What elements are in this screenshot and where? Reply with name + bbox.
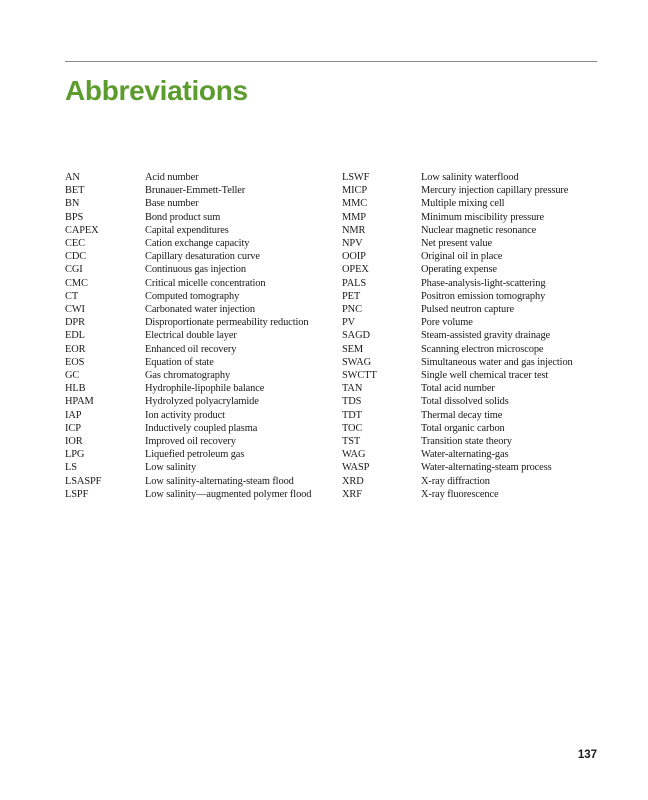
abbreviation-definition: Phase-analysis-light-scattering [421, 277, 546, 289]
abbreviation-entry [342, 488, 610, 501]
abbreviation-term: LS [65, 462, 77, 474]
abbreviation-entry [342, 277, 610, 290]
abbreviation-term: IAP [65, 409, 82, 421]
abbreviation-term: MMP [342, 211, 366, 223]
abbreviation-definition: Original oil in place [421, 251, 503, 263]
abbreviation-definition: Ion activity product [145, 409, 225, 421]
abbreviation-entry [342, 250, 610, 263]
abbreviation-entry [65, 171, 330, 184]
abbreviation-entry [342, 435, 610, 448]
abbreviation-definition: Acid number [145, 172, 199, 183]
abbreviation-entry [65, 224, 330, 237]
abbreviation-definition: Gas chromatography [145, 370, 231, 382]
abbreviation-term: OPEX [342, 264, 369, 276]
abbreviation-definition: Equation of state [145, 356, 214, 368]
page-number: 137 [577, 749, 597, 761]
abbreviation-term: OOIP [342, 251, 366, 263]
abbreviation-term: CEC [65, 238, 85, 250]
abbreviation-term: TST [342, 436, 361, 448]
abbreviation-term: XRD [342, 475, 364, 487]
abbreviation-definition: Base number [145, 198, 199, 210]
abbreviation-definition: Capillary desaturation curve [145, 251, 260, 263]
abbreviation-term: TOC [342, 422, 363, 434]
abbreviation-term: CT [65, 290, 79, 302]
abbreviation-entry [342, 263, 610, 276]
abbreviation-entry [65, 395, 330, 408]
abbreviation-definition: Total dissolved solids [421, 396, 509, 408]
abbreviation-term: PV [342, 317, 356, 329]
abbreviation-definition: Positron emission tomography [421, 290, 546, 302]
abbreviation-term: AN [65, 172, 80, 183]
abbreviation-term: ICP [65, 422, 81, 434]
abbreviation-entry [342, 475, 610, 488]
abbreviation-definition: Multiple mixing cell [421, 198, 505, 210]
abbreviation-definition: Continuous gas injection [145, 264, 246, 276]
abbreviation-definition: Enhanced oil recovery [145, 343, 237, 355]
abbreviation-definition: Total acid number [421, 383, 495, 395]
abbreviation-term: DPR [65, 317, 85, 329]
abbreviation-entry [65, 343, 330, 356]
abbreviation-term: PNC [342, 304, 362, 316]
abbreviation-definition: Hydrolyzed polyacrylamide [145, 396, 259, 408]
abbreviation-term: LSWF [342, 172, 370, 183]
abbreviation-entry [65, 461, 330, 474]
abbreviation-entry [65, 316, 330, 329]
abbreviation-entry [342, 395, 610, 408]
abbreviation-term: WASP [342, 462, 370, 474]
abbreviation-definition: X-ray diffraction [421, 475, 490, 487]
abbreviation-entry [65, 277, 330, 290]
abbreviation-entry [342, 343, 610, 356]
abbreviation-definition: Low salinity waterflood [421, 172, 519, 183]
abbreviation-list-right [342, 171, 610, 501]
abbreviation-term: EOR [65, 343, 86, 355]
abbreviation-definition: Steam-assisted gravity drainage [421, 330, 551, 342]
abbreviation-term: BET [65, 185, 85, 197]
abbreviation-entry [342, 382, 610, 395]
abbreviation-term: SWAG [342, 356, 372, 368]
abbreviation-term: WAG [342, 449, 366, 461]
abbreviation-term: LSASPF [65, 475, 102, 487]
abbreviation-entry [65, 409, 330, 422]
abbreviation-term: HLB [65, 383, 86, 395]
abbreviation-definition: Water-alternating-steam process [421, 462, 552, 474]
abbreviation-entry [65, 382, 330, 395]
abbreviation-definition: Hydrophile-lipophile balance [145, 383, 265, 395]
abbreviation-definition: Inductively coupled plasma [145, 422, 258, 434]
abbreviation-definition: Disproportionate permeability reduction [145, 317, 309, 329]
abbreviation-definition: Capital expenditures [145, 224, 229, 236]
abbreviation-term: CWI [65, 304, 85, 316]
abbreviation-term: BPS [65, 211, 84, 223]
abbreviation-entry [65, 356, 330, 369]
abbreviation-term: TDS [342, 396, 362, 408]
abbreviation-definition: Low salinity [145, 462, 197, 474]
abbreviation-definition: Improved oil recovery [145, 436, 236, 448]
abbreviation-entry [342, 224, 610, 237]
abbreviation-entry [65, 435, 330, 448]
abbreviation-term: PALS [342, 277, 367, 289]
abbreviation-definition: Minimum miscibility pressure [421, 211, 545, 223]
abbreviation-entry [342, 184, 610, 197]
abbreviation-entry [342, 303, 610, 316]
abbreviation-definition: Transition state theory [421, 436, 512, 448]
abbreviation-entry [65, 263, 330, 276]
abbreviation-definition: Simultaneous water and gas injection [421, 356, 573, 368]
abbreviation-term: TAN [342, 383, 363, 395]
abbreviation-term: PET [342, 290, 361, 302]
abbreviation-entry [342, 461, 610, 474]
abbreviation-definition: Critical micelle concentration [145, 277, 266, 289]
abbreviation-entry [342, 409, 610, 422]
abbreviation-term: SEM [342, 343, 364, 355]
abbreviation-term: SAGD [342, 330, 370, 342]
abbreviation-term: EOS [65, 356, 85, 368]
abbreviation-entry [342, 356, 610, 369]
abbreviation-entry [65, 184, 330, 197]
abbreviation-definition: Pore volume [421, 317, 473, 329]
abbreviation-definition: Single well chemical tracer test [421, 370, 549, 382]
abbreviation-term: LSPF [65, 488, 89, 500]
abbreviation-entry [342, 422, 610, 435]
page-title: Abbreviations [65, 75, 248, 106]
abbreviation-definition: Pulsed neutron capture [421, 304, 515, 316]
abbreviation-definition: Scanning electron microscope [421, 343, 544, 355]
abbreviation-definition: Low salinity—augmented polymer flood [145, 488, 312, 500]
abbreviation-definition: Bond product sum [145, 211, 221, 223]
abbreviation-entry [342, 197, 610, 210]
abbreviation-definition: Operating expense [421, 264, 497, 276]
abbreviation-term: TDT [342, 409, 362, 421]
abbreviation-definition: Mercury injection capillary pressure [421, 185, 569, 197]
abbreviation-entry [65, 303, 330, 316]
abbreviation-term: SWCTT [342, 370, 377, 382]
abbreviation-term: MMC [342, 198, 368, 210]
abbreviation-entry [342, 316, 610, 329]
abbreviation-term: EDL [65, 330, 85, 342]
abbreviation-list-left [65, 171, 330, 501]
abbreviation-entry [65, 475, 330, 488]
abbreviation-definition: Water-alternating-gas [421, 449, 509, 461]
abbreviation-entry [65, 211, 330, 224]
abbreviation-term: CGI [65, 264, 83, 276]
abbreviation-entry [342, 448, 610, 461]
abbreviation-term: CMC [65, 277, 88, 289]
abbreviation-entry [342, 369, 610, 382]
abbreviation-term: CAPEX [65, 224, 99, 236]
abbreviation-entry [65, 422, 330, 435]
abbreviation-entry [65, 369, 330, 382]
abbreviation-definition: X-ray fluorescence [421, 488, 499, 500]
abbreviation-term: IOR [65, 436, 83, 448]
abbreviation-definition: Electrical double layer [145, 330, 237, 342]
abbreviation-definition: Cation exchange capacity [145, 238, 250, 250]
abbreviation-entry [65, 329, 330, 342]
abbreviation-entry [342, 171, 610, 184]
abbreviation-definition: Total organic carbon [421, 422, 505, 434]
abbreviation-term: LPG [65, 449, 85, 461]
abbreviation-entry [65, 488, 330, 501]
abbreviation-definition: Net present value [421, 238, 493, 250]
abbreviation-entry [65, 250, 330, 263]
abbreviation-entry [342, 211, 610, 224]
abbreviation-term: CDC [65, 251, 87, 263]
abbreviation-entry [65, 290, 330, 303]
abbreviation-entry [65, 448, 330, 461]
abbreviation-definition: Brunauer-Emmett-Teller [145, 185, 246, 197]
header-rule [65, 61, 597, 62]
abbreviation-term: XRF [342, 488, 362, 500]
abbreviation-term: NMR [342, 224, 366, 236]
abbreviation-definition: Nuclear magnetic resonance [421, 224, 537, 236]
abbreviation-term: NPV [342, 238, 363, 250]
abbreviation-definition: Low salinity-alternating-steam flood [145, 475, 294, 487]
abbreviation-entry [342, 237, 610, 250]
abbreviation-entry [65, 237, 330, 250]
abbreviation-definition: Carbonated water injection [145, 304, 255, 316]
abbreviation-definition: Liquefied petroleum gas [145, 449, 245, 461]
abbreviation-term: BN [65, 198, 80, 210]
abbreviation-entry [342, 329, 610, 342]
abbreviation-term: MICP [342, 185, 368, 197]
abbreviation-entry [65, 197, 330, 210]
abbreviation-definition: Computed tomography [145, 290, 240, 302]
abbreviation-definition: Thermal decay time [421, 409, 503, 421]
abbreviation-term: GC [65, 370, 80, 382]
abbreviation-term: HPAM [65, 396, 94, 408]
abbreviation-entry [342, 290, 610, 303]
